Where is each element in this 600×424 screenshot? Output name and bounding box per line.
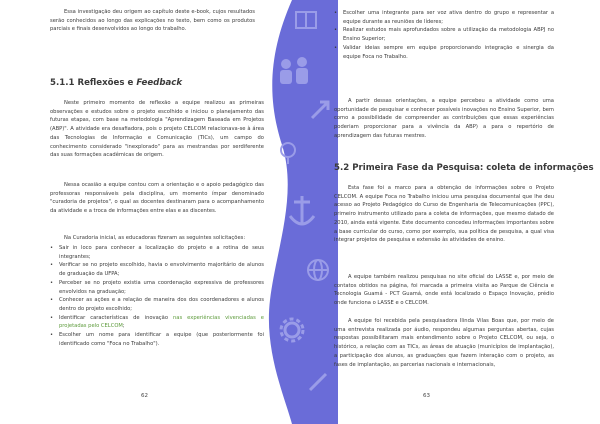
page-number-left: 62 bbox=[141, 393, 148, 399]
list-item: • Realizar estudos mais aprofundados sobre a utilização da metodologia ABPJ no Ensino Superior; bbox=[334, 26, 554, 43]
solicitations-list bbox=[50, 244, 264, 348]
paragraph-curadoria: Nessa ocasião a equipe contou com a orientação e o apoio pedagógico das professoras responsáveis pela disciplina, um momento ímpar denominado "curadoria de projetos", o qual as docentes destinaram para o acompanhamento da atividade e a troca de informações entre elas e as discentes. bbox=[50, 182, 264, 215]
paragraph-orientacoes: A partir dessas orientações, a equipe percebeu a atividade como uma oportunidade de pesquisar e conhecer possíveis inovações no Ensino Superior, bem como a possibilidade de compreender as contribuições que essas experiências poderiam proporcionar para a vivência da ABP) a para o repertório de aprendizagem das futuras mestres. bbox=[334, 98, 554, 139]
solicitations-list-continued bbox=[334, 9, 554, 61]
section-heading-511: 5.1.1 Reflexões e Feedback bbox=[50, 78, 183, 88]
paragraph-reflection: Neste primeiro momento de reflexão a equipe realizou as primeiras observações e estudos sobre o projeto escolhido e iniciou o planejamento das futuras etapas, com base na metodologia "Aprendizagem Baseada em Projetos (ABP)". A atividade era desafiadora, pois o projeto CELCOM relacionava-se à área das Tecnologias de Informação e Comunicação (TICs), um campo do conhecimento considerado "inexplorado" para as mestrandas por serdiferente das suas formações acadêmicas de origem. bbox=[50, 100, 264, 159]
paragraph-entrevista: A equipe foi recebida pela pesquisadora Ilinda Vilas Boas que, por meio de uma entrevista realizada por áudio, respondeu algumas perguntas abertas, cujas respostas possibilitaram mais entendimento sobre o Projeto CELCOM, ou seja, o histórico, a relação com as TICs, as áreas de atuação (municípios de implantação), a participação dos alunos, as graduações que fazem interação com o projeto, as fases de implantação, as parcerias nacionais e internacionais, bbox=[334, 318, 554, 368]
list-item: • Escolher um nome para identificar a equipe (que posteriormente foi identificado como "Foca no Trabalho"). bbox=[50, 331, 264, 348]
paragraph-lasse: A equipe também realizou pesquisas no site oficial do LASSE e, por meio de contatos obtidos na página, foi marcada a primeira visita ao Parque de Ciência e Tecnologia Guamá - PCT Guamá, onde está localizado o Espaço Inovação, prédio onde funciona o LASSE e o CELCOM. bbox=[334, 274, 554, 307]
list-item: • Conhecer as ações e a relação de maneira dos dos coordenadores e alunos dentro do projeto escolhido; bbox=[50, 296, 264, 313]
list-item: • Sair in loco para conhecer a localização do projeto e a rotina de seus integrantes; bbox=[50, 244, 264, 261]
section-heading-52: 5.2 Primeira Fase da Pesquisa: coleta de informações bbox=[334, 163, 594, 173]
highlighted-text: nas experiências vivenciadas e projetadas pelo CELCOM bbox=[59, 314, 264, 330]
page-number-right: 63 bbox=[423, 393, 430, 399]
list-item: • Perceber se no projeto existia uma coordenação expressiva de professores envolvidos na graduação; bbox=[50, 279, 264, 296]
paragraph-primeira-fase: Esta fase foi a marco para a obtenção de informações sobre o Projeto CELCOM. A equipe Foca no Trabalho iniciou uma pesquisa documental que lhe deu acesso ao Projeto Pedagógico do Curso de Engenharia de Telecomunicações (PPC), primeiro instrumento utilizado para a coleta de informações, que mesmo datado de 2010, ainda está vigente. Este documento concedeu informações importantes sobre a base curricular do curso, como por exemplo, sua política de pesquisa, a qual visa integrar projetos de pesquisa e extensão às atividades de ensino. bbox=[334, 185, 554, 244]
list-item: • Validar ideias sempre em equipe proporcionando integração e sinergia da equipe Foca no Trabalho. bbox=[334, 44, 554, 61]
right-page bbox=[300, 0, 600, 424]
list-item: • Verificar se no projeto escolhido, havia o envolvimento majoritário de alunos de graduação da UFPA; bbox=[50, 261, 264, 278]
list-item: • Identificar características de inovação nas experiências vivenciadas e projetadas pelo CELCOM; bbox=[50, 314, 264, 331]
list-item: • Escolher uma integrante para ser voz ativa dentro do grupo e representar a equipe durante as reuniões de líderes; bbox=[334, 9, 554, 26]
intro-paragraph: Essa investigação deu origem ao capítulo deste e-book, cujos resultados serão conhecidos ao longo das explicações no texto, bem como os produtos parciais e finais desenvolvidos ao longo do trabalho. bbox=[50, 9, 255, 33]
paragraph-solicitacoes: Na Curadoria inicial, as educadoras fizeram as seguintes solicitações: bbox=[64, 235, 246, 241]
